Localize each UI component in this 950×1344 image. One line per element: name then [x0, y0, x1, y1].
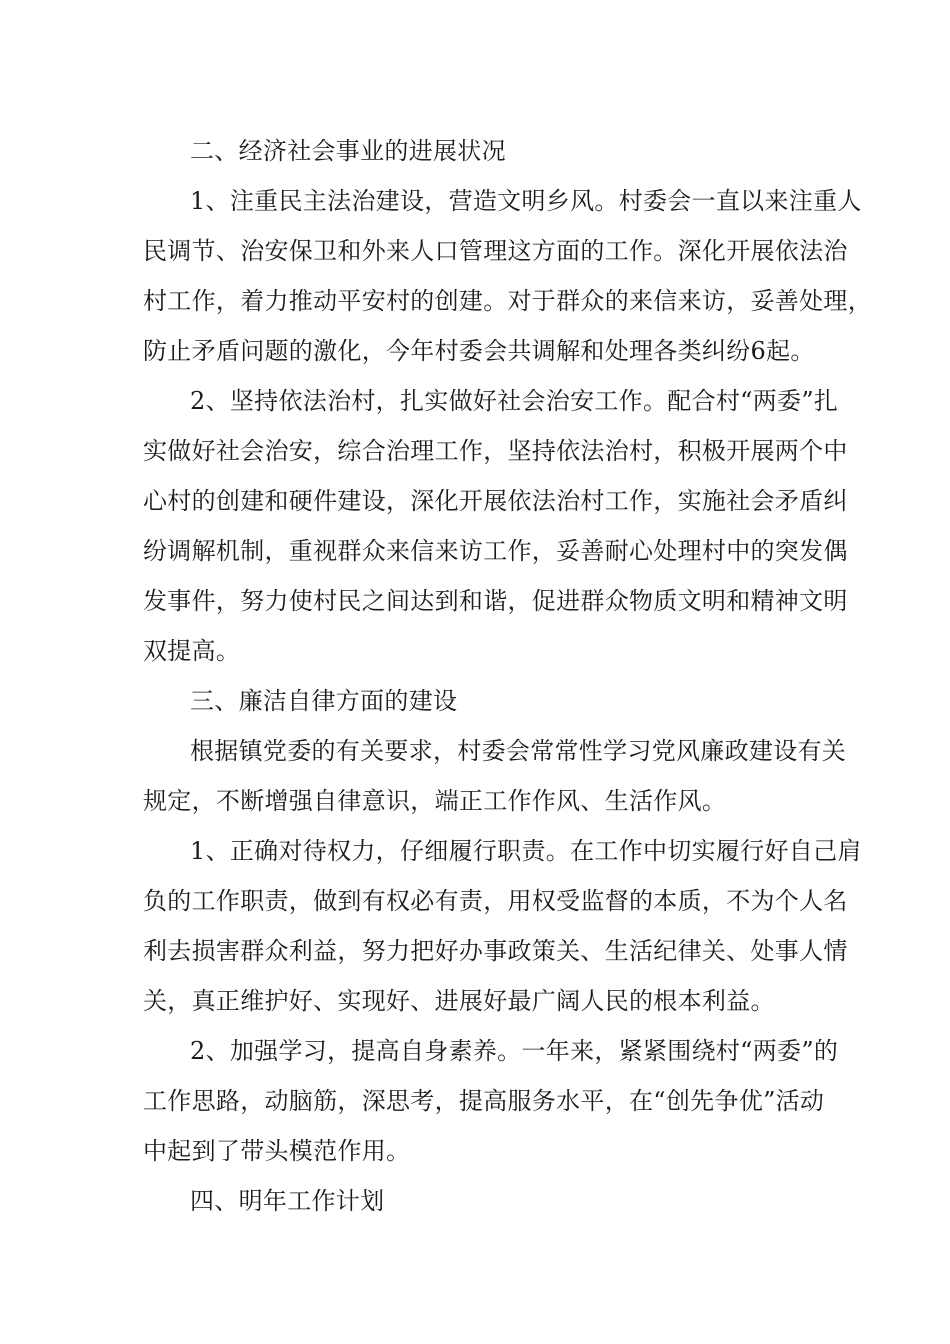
section-heading-4: 四、明年工作计划	[190, 1187, 385, 1215]
paragraph-line: 村工作，着力推动平安村的创建。对于群众的来信来访，妥善处理，	[143, 287, 872, 315]
paragraph-line: 1、正确对待权力，仔细履行职责。在工作中切实履行好自己肩	[190, 837, 862, 865]
paragraph-line: 中起到了带头模范作用。	[143, 1137, 411, 1165]
paragraph-line: 心村的创建和硬件建设，深化开展依法治村工作，实施社会矛盾纠	[143, 487, 848, 515]
paragraph-line: 关，真正维护好、实现好、进展好最广阔人民的根本利益。	[143, 987, 775, 1015]
paragraph-line: 工作思路，动脑筋，深思考，提高服务水平，在“创先争优”活动	[143, 1087, 825, 1115]
paragraph-line: 民调节、治安保卫和外来人口管理这方面的工作。深化开展依法治	[143, 237, 848, 265]
paragraph-line: 纷调解机制，重视群众来信来访工作，妥善耐心处理村中的突发偶	[143, 537, 848, 565]
section-heading-3: 三、廉洁自律方面的建设	[190, 687, 458, 715]
paragraph-line: 规定，不断增强自律意识，端正工作作风、生活作风。	[143, 787, 727, 815]
paragraph-line: 负的工作职责，做到有权必有责，用权受监督的本质，不为个人名	[143, 887, 848, 915]
paragraph-line: 防止矛盾问题的激化，今年村委会共调解和处理各类纠纷6起。	[143, 337, 815, 365]
paragraph-line: 利去损害群众利益，努力把好办事政策关、生活纪律关、处事人情	[143, 937, 848, 965]
paragraph-line: 1、注重民主法治建设，营造文明乡风。村委会一直以来注重人	[190, 187, 862, 215]
paragraph-line: 2、加强学习，提高自身素养。一年来，紧紧围绕村“两委”的	[190, 1037, 839, 1065]
paragraph-line: 双提高。	[143, 637, 241, 665]
paragraph-line: 实做好社会治安，综合治理工作，坚持依法治村，积极开展两个中	[143, 437, 848, 465]
paragraph-line: 2、坚持依法治村，扎实做好社会治安工作。配合村“两委”扎	[190, 387, 839, 415]
section-heading-2: 二、经济社会事业的进展状况	[190, 137, 506, 165]
paragraph-line: 发事件，努力使村民之间达到和谐，促进群众物质文明和精神文明	[143, 587, 848, 615]
paragraph-line: 根据镇党委的有关要求，村委会常常性学习党风廉政建设有关	[190, 737, 847, 765]
